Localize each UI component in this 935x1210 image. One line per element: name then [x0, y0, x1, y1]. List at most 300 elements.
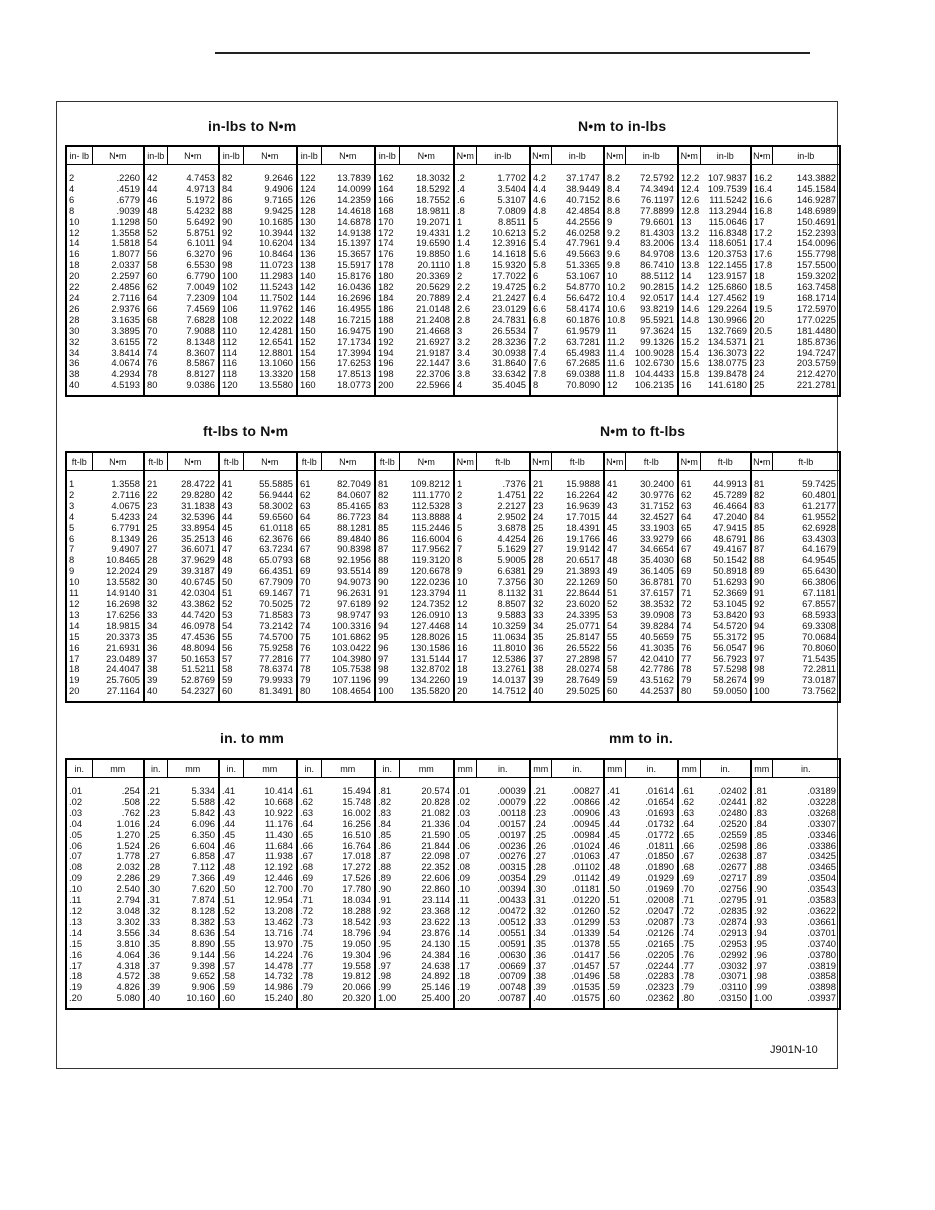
column-header: mm	[530, 759, 551, 778]
table-cell-value: .03465	[772, 862, 840, 873]
table-row	[454, 830, 840, 841]
table-cell-key: 1.00	[375, 993, 399, 1009]
table-cell-value: 194.7247	[772, 348, 840, 359]
table-cell-value: 143.3882	[772, 165, 840, 184]
table-row	[66, 326, 454, 337]
column-header: mm	[604, 759, 625, 778]
table-cell-value: 177.0225	[772, 315, 840, 326]
table-cell-key: 56	[219, 643, 243, 654]
table-cell-key: .91	[751, 895, 772, 906]
table-cell-key: 58	[604, 664, 625, 675]
table-cell-key: 42	[144, 165, 167, 184]
table-cell-key: 3.6	[457, 358, 471, 369]
table-cell-key: 49	[604, 566, 625, 577]
table-cell-value: 97.6189	[321, 599, 375, 610]
table-row	[66, 895, 454, 906]
table-cell-key: .68	[678, 862, 700, 873]
table-cell-key: 86	[219, 195, 243, 206]
table-cell-value: 14.986	[243, 982, 297, 993]
column-header: N•m	[92, 452, 144, 471]
table-cell-key: 74	[678, 621, 700, 632]
column-header: in.	[772, 759, 840, 778]
table-cell-key: 42	[604, 490, 625, 501]
table-cell-value: 66.4351	[243, 566, 297, 577]
table-cell-value: .01732	[625, 819, 678, 830]
table-cell-key: 94	[219, 238, 243, 249]
table-cell-key: 1	[457, 478, 463, 489]
table-row	[66, 501, 454, 512]
column-header: in.	[375, 759, 399, 778]
table-cell-value: 89.4840	[321, 534, 375, 545]
table-row	[454, 664, 840, 675]
table-cell-value: 40.5659	[625, 632, 678, 643]
table-cell-value: 24.638	[399, 961, 454, 972]
table-cell-key: 62	[297, 490, 321, 501]
table-cell-key: 54	[144, 238, 167, 249]
table-cell-key: 22	[69, 282, 80, 293]
table-cell-key: 136	[297, 249, 321, 260]
column-header: N•m	[530, 146, 551, 165]
table-cell-value: .00827	[551, 778, 604, 797]
table-cell-value: 139.8478	[700, 369, 751, 380]
table-row	[454, 260, 840, 271]
table-cell-value: .03150	[700, 993, 751, 1009]
table-cell-key: .86	[751, 841, 772, 852]
table-cell-value: 59.6560	[243, 512, 297, 523]
table-cell-key: 59	[219, 675, 243, 686]
table-cell-key: .13	[69, 916, 83, 927]
table-cell-key: .45	[219, 830, 243, 841]
column-header: in-lb	[476, 146, 530, 165]
table-cell-key: 11	[457, 588, 467, 599]
table-row	[454, 195, 840, 206]
table-row	[66, 808, 454, 819]
table-cell-key: 44	[219, 512, 243, 523]
table-cell-value: .02087	[625, 917, 678, 928]
table-cell-value: 16.002	[321, 808, 375, 819]
table-cell-key: .49	[604, 873, 625, 884]
table-cell-value: 53.8420	[700, 610, 751, 621]
table-cell-key: 70	[297, 577, 321, 588]
table-cell-value: 25.7605	[92, 675, 144, 686]
table-row	[66, 544, 454, 555]
table-cell-value: .00748	[476, 982, 530, 993]
table-cell-key: 17	[69, 653, 80, 664]
table-cell-value: .01693	[625, 808, 678, 819]
table-cell-value: 5.842	[167, 808, 219, 819]
table-cell-key: .79	[678, 982, 700, 993]
table-cell-value: 30.2400	[625, 471, 678, 490]
table-row	[66, 315, 454, 326]
table-cell-key: 4	[457, 511, 463, 522]
table-cell-key: 94	[375, 621, 399, 632]
table-cell-key: 84	[219, 184, 243, 195]
table-cell-key: .10	[457, 884, 471, 895]
table-cell-key: .75	[297, 939, 321, 950]
table-cell-value: 78.6374	[243, 664, 297, 675]
table-row	[454, 380, 840, 396]
table-cell-key: .47	[604, 851, 625, 862]
table-header-row	[66, 759, 454, 778]
column-header: N•m	[243, 452, 297, 471]
table-cell-value: 7.366	[167, 873, 219, 884]
table-row	[66, 282, 454, 293]
table-cell-value: .03819	[772, 961, 840, 972]
column-header: in- lb	[66, 146, 92, 165]
table-cell-value: 8.128	[167, 906, 219, 917]
table-cell-key: 178	[375, 260, 399, 271]
table-cell-value: 2.4856	[92, 282, 144, 293]
table-cell-key: 8.2	[604, 165, 625, 184]
table-cell-value: 21.082	[399, 808, 454, 819]
table-cell-value: .03425	[772, 851, 840, 862]
table-cell-value: 23.114	[399, 895, 454, 906]
table-nm-to-in-lbs	[453, 145, 841, 397]
table-cell-key: 80	[678, 686, 700, 702]
table-cell-key: 72	[297, 599, 321, 610]
table-row	[454, 326, 840, 337]
table-cell-key: 14.6	[678, 304, 700, 315]
table-cell-value: 81.4303	[625, 228, 678, 239]
table-cell-value: 185.8736	[772, 337, 840, 348]
table-cell-value: 1.3558	[92, 471, 144, 490]
table-cell-value: 90.2815	[625, 282, 678, 293]
table-cell-value: 46.0978	[167, 621, 219, 632]
table-cell-value: 20.066	[321, 982, 375, 993]
table-cell-value: 73.2142	[243, 621, 297, 632]
table-cell-value: .01811	[625, 841, 678, 852]
table-in-to-mm	[65, 758, 455, 1010]
table-cell-value: 119.3120	[399, 555, 454, 566]
table-cell-value: 67.2685	[551, 358, 604, 369]
top-rule	[215, 52, 810, 54]
table-cell-value: .03189	[772, 778, 840, 797]
table-cell-key: 72	[144, 337, 167, 348]
table-cell-key: 172	[375, 228, 399, 239]
table-cell-key: 10	[604, 271, 625, 282]
table-cell-value: 1.4751	[476, 490, 530, 501]
table-cell-value: 98.9747	[321, 610, 375, 621]
table-cell-value: 25.146	[399, 982, 454, 993]
table-cell-value: 26.5522	[551, 643, 604, 654]
table-cell-key: .60	[604, 993, 625, 1009]
table-cell-key: 60	[219, 686, 243, 702]
table-cell-key: 8	[69, 555, 75, 566]
table-row	[66, 249, 454, 260]
table-cell-key: 7.8	[530, 369, 551, 380]
table-cell-key: 19.5	[751, 304, 772, 315]
table-cell-value: 27.2898	[551, 654, 604, 665]
table-cell-value: 2.9502	[476, 512, 530, 523]
table-cell-value: 97.3624	[625, 326, 678, 337]
table-cell-value: .02047	[625, 906, 678, 917]
table-cell-key: .94	[751, 928, 772, 939]
table-cell-value: .00591	[476, 939, 530, 950]
table-cell-value: 115.0646	[700, 217, 751, 228]
table-row	[454, 358, 840, 369]
table-row	[66, 632, 454, 643]
table-cell-value: 9.4906	[243, 184, 297, 195]
table-cell-key: 13.4	[678, 238, 700, 249]
table-cell-key: 75	[678, 632, 700, 643]
table-cell-value: 11.430	[243, 830, 297, 841]
table-cell-value: 14.0099	[321, 184, 375, 195]
column-header: in-lb	[375, 146, 399, 165]
table-cell-value: 3.3895	[92, 326, 144, 337]
table-cell-value: 120.3753	[700, 249, 751, 260]
table-cell-value: 8.636	[167, 928, 219, 939]
table-cell-key: 89	[751, 566, 772, 577]
table-row	[66, 588, 454, 599]
table-mm-to-in	[453, 758, 841, 1010]
table-cell-value: 1.8077	[92, 249, 144, 260]
table-cell-key: .69	[297, 873, 321, 884]
table-cell-value: 21.590	[399, 830, 454, 841]
table-row	[454, 577, 840, 588]
column-header: N•m	[321, 452, 375, 471]
table-cell-value: .01417	[551, 950, 604, 961]
table-cell-key: .19	[457, 982, 471, 993]
table-cell-value: 82.7049	[321, 471, 375, 490]
table-cell-key: .72	[297, 906, 321, 917]
table-cell-value: 61.9552	[772, 512, 840, 523]
table-row	[454, 643, 840, 654]
table-cell-key: 5.6	[530, 249, 551, 260]
table-cell-value: 3.8414	[92, 348, 144, 359]
table-cell-key: 64	[678, 512, 700, 523]
table-cell-key: 192	[375, 337, 399, 348]
table-cell-value: 6.604	[167, 841, 219, 852]
table-cell-value: 17.272	[321, 862, 375, 873]
column-header: N•m	[604, 146, 625, 165]
table-cell-key: 95	[751, 632, 772, 643]
table-cell-value: .01299	[551, 917, 604, 928]
table-row	[66, 293, 454, 304]
table-cell-value: .00315	[476, 862, 530, 873]
column-header: ft-lb	[297, 452, 321, 471]
table-cell-value: .00866	[551, 797, 604, 808]
table-cell-value: .03937	[772, 993, 840, 1009]
table-cell-key: 156	[297, 358, 321, 369]
table-cell-value: 7.4569	[167, 304, 219, 315]
table-cell-value: 12.2024	[92, 566, 144, 577]
table-cell-key: .84	[375, 819, 399, 830]
table-cell-value: .02244	[625, 961, 678, 972]
table-cell-value: .02559	[700, 830, 751, 841]
table-cell-value: 116.8348	[700, 228, 751, 239]
table-cell-value: 8.1132	[476, 588, 530, 599]
table-cell-value: 42.0304	[167, 588, 219, 599]
table-cell-value: .00394	[476, 884, 530, 895]
table-cell-key: 58	[144, 260, 167, 271]
table-cell-key: 13	[457, 609, 468, 620]
table-cell-value: .00472	[476, 906, 530, 917]
table-cell-key: .64	[297, 819, 321, 830]
table-cell-key: 85	[375, 523, 399, 534]
table-cell-value: 172.5970	[772, 304, 840, 315]
table-cell-key: 112	[219, 337, 243, 348]
table-cell-value: 37.9629	[167, 555, 219, 566]
table-cell-key: .03	[69, 807, 83, 818]
table-cell-value: 3.1635	[92, 315, 144, 326]
table-cell-value: 8.382	[167, 917, 219, 928]
table-header-row	[454, 452, 840, 471]
table-cell-value: .01890	[625, 862, 678, 873]
table-cell-key: 21	[751, 337, 772, 348]
table-cell-value: 5.3107	[476, 195, 530, 206]
table-cell-value: 18.034	[321, 895, 375, 906]
table-cell-value: .01181	[551, 884, 604, 895]
table-cell-key: .54	[604, 928, 625, 939]
table-row	[454, 184, 840, 195]
table-cell-key: .50	[219, 884, 243, 895]
table-cell-key: 68	[297, 555, 321, 566]
table-cell-value: 8.8507	[476, 599, 530, 610]
table-cell-key: 64	[144, 293, 167, 304]
table-cell-key: 56	[604, 643, 625, 654]
table-cell-value: 23.0129	[476, 304, 530, 315]
table-cell-key: 36	[144, 643, 167, 654]
table-cell-key: .62	[297, 797, 321, 808]
table-row	[454, 165, 840, 184]
table-cell-key: .07	[457, 851, 471, 862]
table-cell-key: .14	[457, 927, 471, 938]
table-cell-value: 86.7723	[321, 512, 375, 523]
table-cell-value: 13.2761	[476, 664, 530, 675]
table-cell-key: .67	[297, 851, 321, 862]
table-cell-value: 40.6745	[167, 577, 219, 588]
table-cell-key: .71	[297, 895, 321, 906]
table-cell-value: 168.1714	[772, 293, 840, 304]
table-cell-value: 10.1685	[243, 217, 297, 228]
table-cell-key: 62	[144, 282, 167, 293]
table-cell-value: 109.8212	[399, 471, 454, 490]
table-cell-key: 16.4	[751, 184, 772, 195]
table-cell-value: .02008	[625, 895, 678, 906]
table-cell-value: 22.606	[399, 873, 454, 884]
table-cell-key: 81	[751, 471, 772, 490]
table-cell-key: 10.6	[604, 304, 625, 315]
table-cell-key: .50	[604, 884, 625, 895]
table-row	[454, 928, 840, 939]
column-header: in-lb	[297, 146, 321, 165]
table-cell-value: 130.1586	[399, 643, 454, 654]
table-cell-value: 21.2408	[399, 315, 454, 326]
table-cell-value: 155.7798	[772, 249, 840, 260]
table-row	[454, 490, 840, 501]
table-cell-value: 20.574	[399, 778, 454, 797]
table-cell-value: 10.8465	[92, 555, 144, 566]
table-cell-value: 32.5396	[167, 512, 219, 523]
table-cell-value: 72.2811	[772, 664, 840, 675]
table-cell-value: 5.588	[167, 797, 219, 808]
table-cell-key: .04	[69, 818, 83, 829]
table-cell-value: .02913	[700, 928, 751, 939]
table-row	[454, 654, 840, 665]
table-cell-key: 52	[144, 228, 167, 239]
table-row	[66, 195, 454, 206]
table-cell-key: 46	[219, 534, 243, 545]
table-cell-value: 43.3862	[167, 599, 219, 610]
table-cell-key: 24	[69, 292, 80, 303]
table-cell-key: 120	[219, 380, 243, 396]
table-cell-value: 3.6155	[92, 337, 144, 348]
table-cell-value: .01614	[625, 778, 678, 797]
table-cell-key: 9.2	[604, 228, 625, 239]
table-cell-key: 61	[678, 471, 700, 490]
table-cell-key: 6	[457, 533, 463, 544]
table-row	[454, 906, 840, 917]
table-cell-key: .58	[604, 971, 625, 982]
table-cell-value: 74.3494	[625, 184, 678, 195]
table-cell-value: 58.3002	[243, 501, 297, 512]
table-cell-value: 14.9140	[92, 588, 144, 599]
table-cell-key: 56	[144, 249, 167, 260]
table-cell-key: 99	[751, 675, 772, 686]
table-cell-key: 36	[69, 358, 80, 369]
table-cell-value: 10.3944	[243, 228, 297, 239]
table-cell-key: 61	[297, 471, 321, 490]
table-cell-key: .18	[69, 971, 83, 982]
table-cell-key: .41	[219, 778, 243, 797]
table-cell-key: .42	[604, 797, 625, 808]
table-cell-key: 27	[530, 544, 551, 555]
table-cell-value: 14.0137	[476, 675, 530, 686]
table-cell-value: 71.8583	[243, 610, 297, 621]
table-cell-value: 10.668	[243, 797, 297, 808]
column-header: ft-lb	[476, 452, 530, 471]
table-cell-value: .01339	[551, 928, 604, 939]
table-cell-value: 16.0436	[321, 282, 375, 293]
table-row	[454, 982, 840, 993]
table-cell-key: 86	[375, 534, 399, 545]
table-cell-key: 3.8	[457, 369, 471, 380]
table-cell-key: .29	[144, 873, 167, 884]
table-row	[66, 534, 454, 545]
table-cell-key: 78	[144, 369, 167, 380]
table-cell-value: .03110	[700, 982, 751, 993]
table-cell-key: .35	[144, 939, 167, 950]
table-cell-key: 29	[530, 566, 551, 577]
table-cell-value: 36.6071	[167, 544, 219, 555]
table-cell-key: .39	[144, 982, 167, 993]
table-cell-key: 19	[751, 293, 772, 304]
table-cell-key: .73	[297, 917, 321, 928]
table-cell-value: 70.5025	[243, 599, 297, 610]
table-row	[454, 512, 840, 523]
table-cell-value: 40.7152	[551, 195, 604, 206]
table-row	[454, 950, 840, 961]
table-cell-key: 82	[375, 490, 399, 501]
table-cell-key: 180	[375, 271, 399, 282]
table-cell-key: 42	[219, 490, 243, 501]
table-cell-key: 6.4	[530, 293, 551, 304]
table-cell-key: .81	[375, 778, 399, 797]
table-cell-key: 9.4	[604, 238, 625, 249]
table-cell-value: 2.794	[92, 895, 144, 906]
table-cell-value: 31.8640	[476, 358, 530, 369]
table-cell-key: .23	[530, 808, 551, 819]
table-cell-key: 12	[457, 598, 468, 609]
table-cell-value: 11.684	[243, 841, 297, 852]
column-header: N•m	[604, 452, 625, 471]
table-cell-value: 103.0422	[321, 643, 375, 654]
table-cell-key: 66	[144, 304, 167, 315]
table-cell-key: 43	[604, 501, 625, 512]
table-cell-value: .03071	[700, 971, 751, 982]
column-header: ft-lb	[66, 452, 92, 471]
table-cell-key: .87	[751, 851, 772, 862]
